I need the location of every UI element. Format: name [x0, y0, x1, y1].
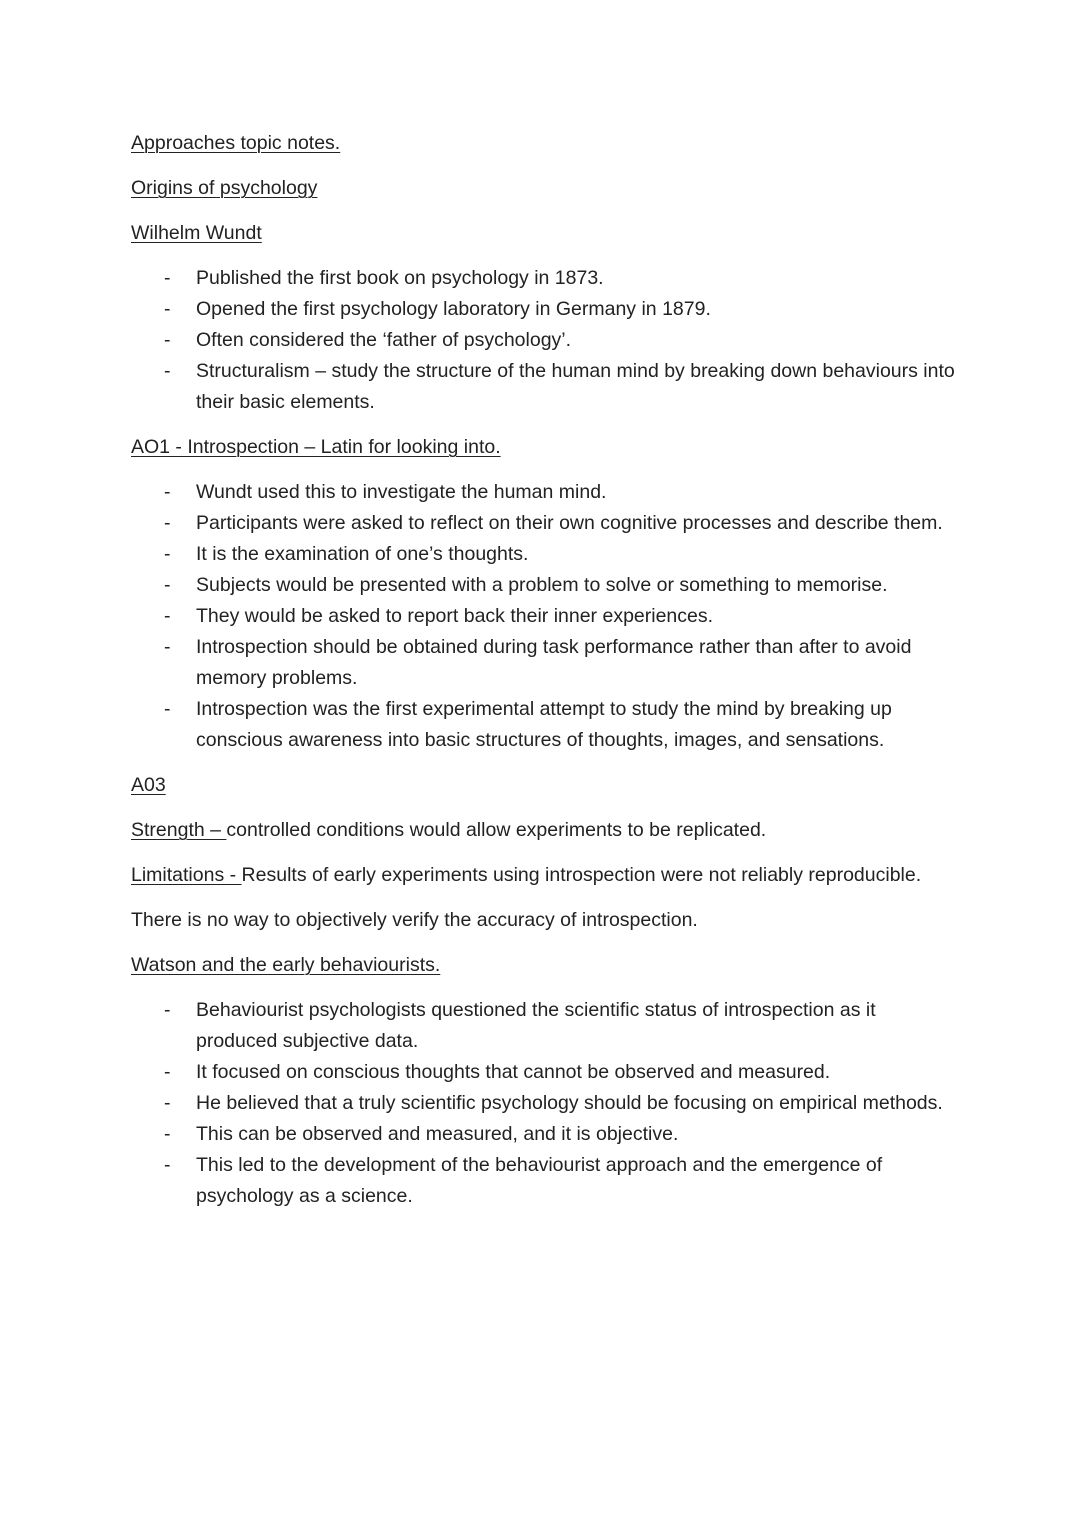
dash-icon: -: [164, 636, 171, 658]
dash-icon: -: [164, 543, 171, 565]
dash-icon: -: [164, 574, 171, 596]
list-item: - Participants were asked to reflect on their own cognitive processes and describe them.: [131, 508, 961, 539]
document-title: Approaches topic notes.: [131, 132, 341, 154]
dash-icon: -: [164, 1092, 171, 1114]
list-item: - Introspection was the first experimental attempt to study the mind by breaking up conscious awareness into basic structures of thoughts, images, and sensations.: [131, 694, 961, 756]
list-item: - He believed that a truly scientific psychology should be focusing on empirical methods.: [131, 1088, 961, 1119]
dash-icon: -: [164, 1123, 171, 1145]
dash-icon: -: [164, 360, 171, 382]
list-item: - Published the first book on psychology in 1873.: [131, 263, 961, 294]
list-item: - Wundt used this to investigate the human mind.: [131, 477, 961, 508]
origins-heading: Origins of psychology: [131, 177, 318, 199]
strength-label: Strength –: [131, 819, 227, 841]
wundt-heading: Wilhelm Wundt: [131, 222, 262, 244]
document-page: [131, 128, 961, 1212]
list-item: - This led to the development of the behaviourist approach and the emergence of psychology as a science.: [131, 1150, 961, 1212]
watson-heading: Watson and the early behaviourists.: [131, 954, 441, 976]
watson-list: [131, 995, 961, 1212]
dash-icon: -: [164, 481, 171, 503]
wundt-list: [131, 263, 961, 418]
ao3-heading: A03: [131, 774, 166, 796]
list-item: - They would be asked to report back their inner experiences.: [131, 601, 961, 632]
list-item: - Often considered the ‘father of psychology’.: [131, 325, 961, 356]
list-item: - This can be observed and measured, and it is objective.: [131, 1119, 961, 1150]
list-item: - Subjects would be presented with a problem to solve or something to memorise.: [131, 570, 961, 601]
strength-text: controlled conditions would allow experiments to be replicated.: [226, 819, 767, 841]
limitations-label: Limitations -: [131, 864, 242, 886]
dash-icon: -: [164, 1154, 171, 1176]
strength-paragraph: [131, 815, 961, 846]
list-item: - Behaviourist psychologists questioned the scientific status of introspection as it produced subjective data.: [131, 995, 961, 1057]
list-item: - Opened the first psychology laboratory in Germany in 1879.: [131, 294, 961, 325]
list-item: - Structuralism – study the structure of the human mind by breaking down behaviours into their basic elements.: [131, 356, 961, 418]
dash-icon: -: [164, 999, 171, 1021]
list-item: - Introspection should be obtained during task performance rather than after to avoid memory problems.: [131, 632, 961, 694]
list-item: - It focused on conscious thoughts that cannot be observed and measured.: [131, 1057, 961, 1088]
list-item: - It is the examination of one’s thoughts.: [131, 539, 961, 570]
limitations-text: Results of early experiments using introspection were not reliably reproducible.: [241, 864, 922, 886]
dash-icon: -: [164, 605, 171, 627]
dash-icon: -: [164, 298, 171, 320]
ao1-heading: AO1 - Introspection – Latin for looking into.: [131, 436, 501, 458]
ao1-list: [131, 477, 961, 756]
verify-paragraph: There is no way to objectively verify the accuracy of introspection.: [131, 909, 698, 931]
dash-icon: -: [164, 512, 171, 534]
dash-icon: -: [164, 267, 171, 289]
dash-icon: -: [164, 329, 171, 351]
limitations-paragraph: [131, 860, 961, 891]
dash-icon: -: [164, 1061, 171, 1083]
dash-icon: -: [164, 698, 171, 720]
